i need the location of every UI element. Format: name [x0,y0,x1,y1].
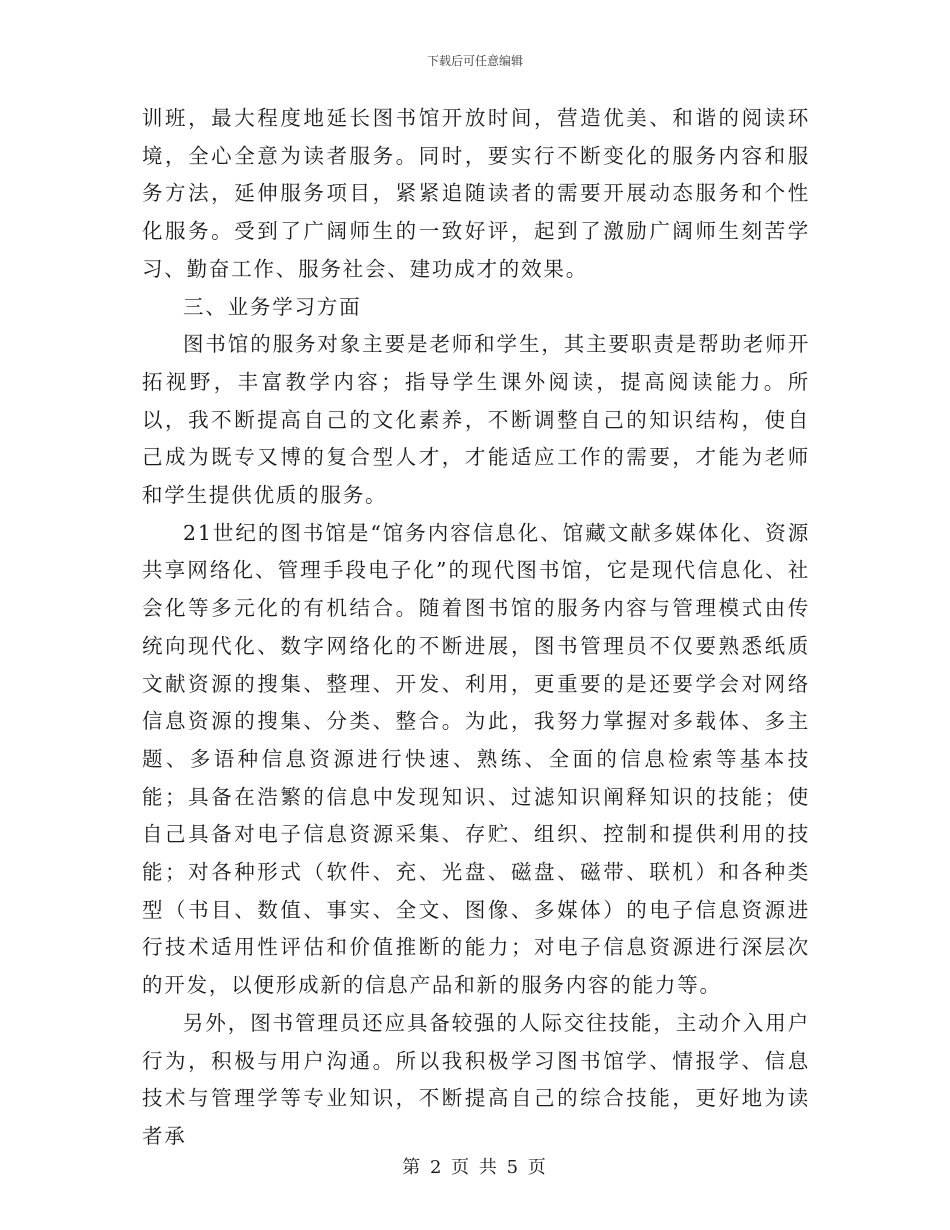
footer-label-prefix: 第 [402,1157,423,1178]
current-page-number: 2 [429,1157,444,1178]
footer-label-page: 页 [451,1157,472,1178]
page-header [0,52,950,69]
paragraph: 21世纪的图书馆是“馆务内容信息化、馆藏文献多媒体化、资源共享网络化、管理手段电子化”的现代图书馆，它是现代信息化、社会化等多元化的有机结合。随着图书馆的服务内容与管理模式由传统向现代化、数字网络化的不断进展，图书管理员不仅要熟悉纸质文献资源的搜集、整理、开发、利用，更重要的是还要学会对网络信息资源的搜集、分类、整合。为此，我努力掌握对多载体、多主题、多语种信息资源进行快速、熟练、全面的信息检索等基本技能；具备在浩繁的信息中发现知识、过滤知识阐释知识的技能；使自己具备对电子信息资源采集、存贮、组织、控制和提供利用的技能；对各种形式（软件、充、光盘、磁盘、磁带、联机）和各种类型（书目、数值、事实、全文、图像、多媒体）的电子信息资源进行技术适用性评估和价值推断的能力；对电子信息资源进行深层次的开发，以便形成新的信息产品和新的服务内容的能力等。 [142,520,810,998]
paragraph: 图书馆的服务对象主要是老师和学生，其主要职责是帮助老师开拓视野，丰富教学内容；指导学生课外阅读，提高阅读能力。所以，我不断提高自己的文化素养，不断调整自己的知识结构，使自己成为既专又博的复合型人才，才能适应工作的需要，才能为老师和学生提供优质的服务。 [142,332,810,508]
footer-label-suffix: 页 [527,1157,548,1178]
section-heading: 三、业务学习方面 [183,294,362,319]
paragraph-continuation: 训班，最大程度地延长图书馆开放时间，营造优美、和谐的阅读环境，全心全意为读者服务。同时，要实行不断变化的服务内容和服务方法，延伸服务项目，紧紧追随读者的需要开展动态服务和个性化服务。受到了广阔师生的一致好评，起到了激励广阔师生刻苦学习、勤奋工作、服务社会、建功成才的效果。 [142,106,810,281]
document-body [142,100,810,1156]
paragraph: 另外，图书管理员还应具备较强的人际交往技能，主动介入用户行为，积极与用户沟通。所以我积极学习图书馆学、情报学、信息技术与管理学等专业知识，不断提高自己的综合技能，更好地为读者承 [142,1010,810,1148]
page-footer [0,1153,950,1179]
total-page-number: 5 [506,1157,521,1178]
header-note: 下载后可任意编辑 [426,54,523,68]
footer-label-total: 共 [478,1157,499,1178]
